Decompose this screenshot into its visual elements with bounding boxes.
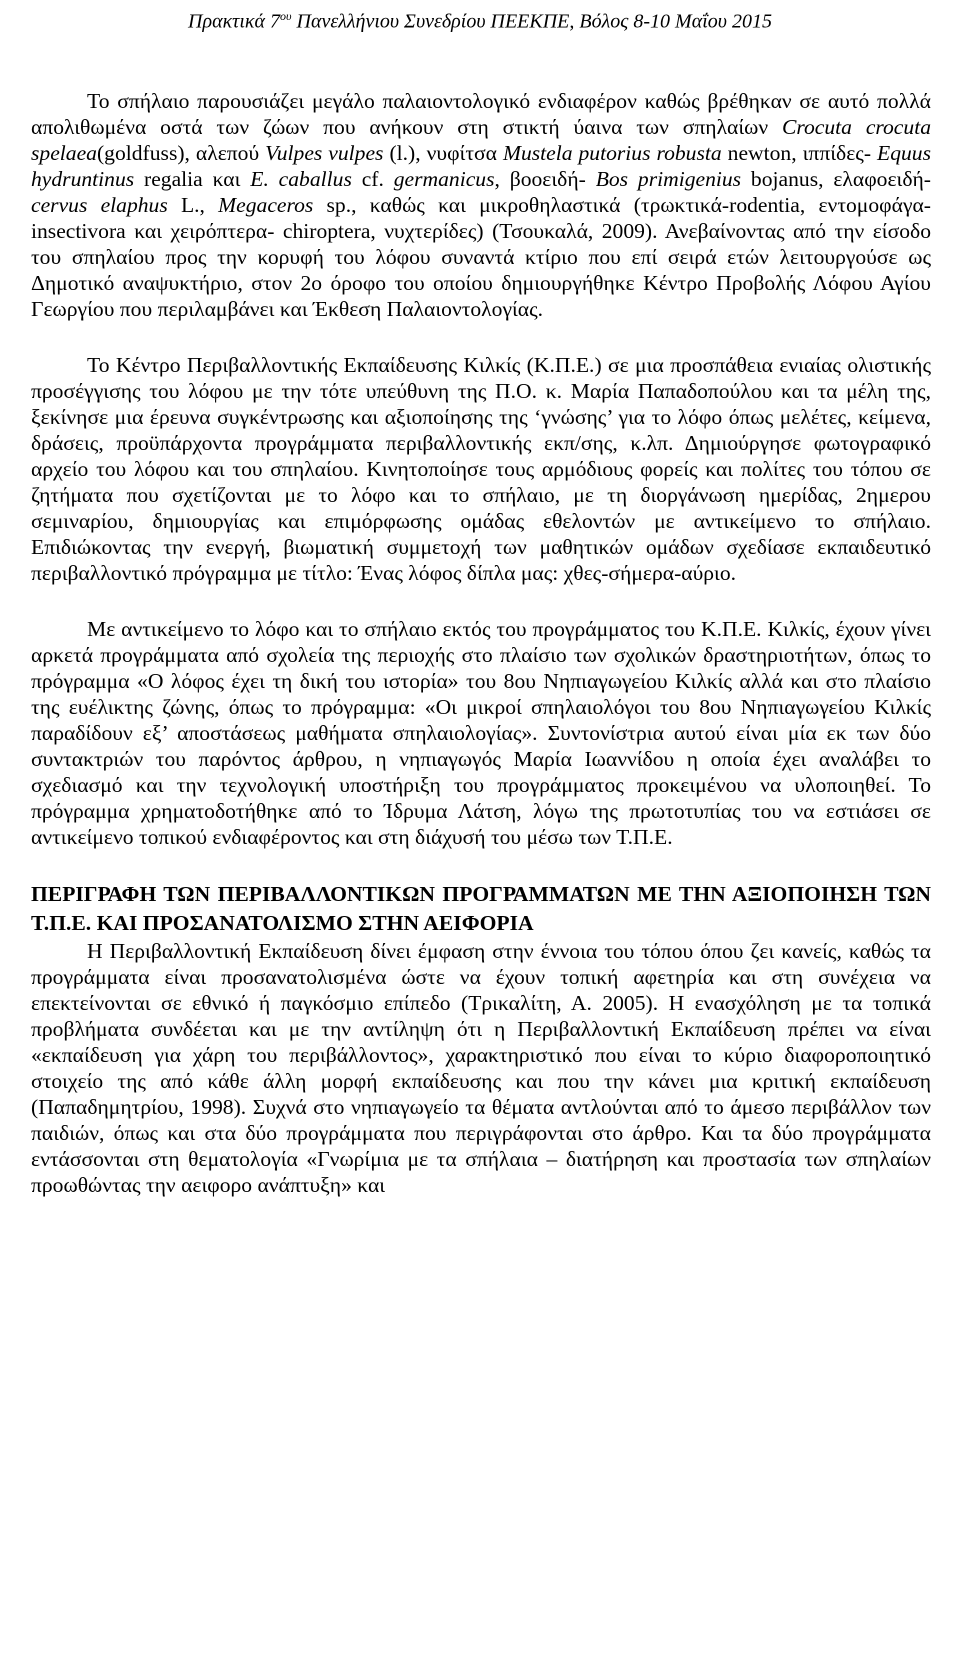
species-name: Bos primigenius	[595, 167, 742, 191]
section-heading: ΠΕΡΙΓΡΑΦΗ ΤΩΝ ΠΕΡΙΒΑΛΛΟΝΤΙΚΩΝ ΠΡΟΓΡΑΜΜΑΤΩΝ ΜΕ ΤΗΝ ΑΞΙΟΠΟΙΗΣΗ ΤΩΝ Τ.Π.Ε. ΚΑΙ ΠΡΟΣΑΝΑΤΟΛΙΣΜΟ ΣΤΗΝ ΑΕΙΦΟΡΙΑ	[31, 882, 931, 935]
species-name: germanicus	[393, 167, 495, 191]
paragraph-environmental-education: Η Περιβαλλοντική Εκπαίδευση δίνει έμφαση στην έννοια του τόπου όπου ζει κανείς, καθώς τα προγράμματα είναι προσανατολισμένα ώστε να έχουν τοπική αφετηρία και στη συνέχεια να επεκτείνονται σε εθνικό ή παγκόσμιο επίπεδο (Τρικαλίτη, Α. 2005). Η ενασχόληση με τα τοπικά προβλήματα συνδέεται και με την αντίληψη ότι η Περιβαλλοντική Εκπαίδευση πρέπει να είναι «εκπαίδευση για χάρη του περιβάλλοντος», χαρακτηριστικό που είναι το κύριο διαφοροποιητικό στοιχείο της από κάθε άλλη μορφή εκπαίδευσης και που την κάνει μια κριτική εκπαίδευση (Παπαδημητρίου, 1998). Συχνά στο νηπιαγωγείο τα θέματα αντλούνται από το άμεσο περιβάλλον των παιδιών, όπως και στα δύο προγράμματα που περιγράφονται στο άρθρο. Και τα δύο προγράμματα εντάσσονται στη θεματολογία «Γνωρίμια με τα σπήλαια – διατήρηση και προστασία των σπηλαίων προωθώντας την αειφορο ανάπτυξη» και	[31, 939, 931, 1197]
species-name: E. caballus	[250, 167, 352, 191]
header-superscript: ου	[279, 9, 292, 23]
header-prefix: Πρακτικά 7	[188, 10, 280, 33]
header-suffix: Πανελλήνιου Συνεδρίου ΠΕΕΚΠΕ, Βόλος 8-10 Μαΐου 2015	[291, 10, 772, 33]
species-name: Vulpes vulpes	[265, 141, 384, 165]
species-name: cervus elaphus	[31, 193, 168, 217]
paragraph-school-programs: Με αντικείμενο το λόφο και το σπήλαιο εκτός του προγράμματος του Κ.Π.Ε. Κιλκίς, έχουν γίνει αρκετά προγράμματα από σχολεία της περιοχής στο πλαίσιο των σχολικών δραστηριοτήτων, όπως το πρόγραμμα «Ο λόφος έχει τη δική του ιστορία» του 8ου Νηπιαγωγείου Κιλκίς αλλά και στο πλαίσιο της ευέλικτης ζώνης, όπως το πρόγραμμα: «Οι μικροί σπηλαιολόγοι του 8ου Νηπιαγωγείου Κιλκίς παραδίδουν εξ’ αποστάσεως μαθήματα σπηλαιολογίας». Συντονίστρια αυτού είναι μία εκ των δύο συντακτριών του παρόντος άρθρου, η νηπιαγωγός Μαρία Ιωαννίδου η οποία έχει αναλάβει το σχεδιασμό και την τεχνολογική υποστήριξη του προγράμματος προκειμένου να υλοποιηθεί. Το πρόγραμμα χρηματοδοτήθηκε από το Ίδρυμα Λάτση, λόγω της πρωτοτυπίας του να εστιάσει σε αντικείμενο τοπικού ενδιαφέροντος και στη διάχυσή του μέσω των Τ.Π.Ε.	[31, 617, 931, 849]
species-name: Megaceros	[218, 193, 314, 217]
paragraph-kpe-research: Το Κέντρο Περιβαλλοντικής Εκπαίδευσης Κιλκίς (Κ.Π.Ε.) σε μια προσπάθεια ενιαίας ολιστικής προσέγγισης του λόφου με την τότε υπεύθυνη της Π.Ο. κ. Μαρία Παπαδοπούλου και τα μέλη της, ξεκίνησε μια έρευνα συγκέντρωσης και αξιοποίησης της ‘γνώσης’ για το λόφο όπως μελέτες, κείμενα, δράσεις, προϋπάρχοντα προγράμματα περιβαλλοντικής εκπ/σης, κ.λπ. Δημιούργησε φωτογραφικό αρχείο του λόφου και του σπηλαίου. Κινητοποίησε τους αρμόδιους φορείς και πολίτες του τόπου σε ζητήματα που σχετίζονται με το λόφο και το σπήλαιο, με τη διοργάνωση ημερίδας, 2ημερου σεμιναρίου, δημιουργίας και επιμόρφωσης ομάδας εθελοντών με αντικείμενο το σπήλαιο. Επιδιώκοντας την ενεργή, βιωματική συμμετοχή των μαθητικών ομάδων σχεδίασε εκπαιδευτικό περιβαλλοντικό πρόγραμμα με τίτλο: Ένας λόφος δίπλα μας: χθες-σήμερα-αύριο.	[31, 353, 931, 585]
species-name: Crocuta crocuta spelaea	[31, 115, 931, 165]
species-name: Mustela putorius robusta	[502, 141, 722, 165]
body-text	[31, 88, 931, 1198]
running-header	[0, 4, 960, 34]
paragraph-cave-fossils: Το σπήλαιο παρουσιάζει μεγάλο παλαιοντολογικό ενδιαφέρον καθώς βρέθηκαν σε αυτό πολλά απολιθωμένα οστά των ζώων που ανήκουν στη στικτή ύαινα των σπηλαίων Crocuta crocuta spelaea(goldfuss), αλεπού Vulpes vulpes (l.), νυφίτσα Mustela putorius robusta newton, ιππίδες- Equus hydruntinus regalia και E. caballus cf. germanicus, βοοειδή- Bos primigenius bojanus, ελαφοειδή- cervus elaphus L., Megaceros sp., καθώς και μικροθηλαστικά (τρωκτικά-rodentia, εντομοφάγα-insectivora και χειρόπτερα- chiroptera, νυχτερίδες) (Τσουκαλά, 2009). Ανεβαίνοντας από την είσοδο του σπηλαίου προς την κορυφή του λόφου συναντά κτίριο που επί σειρά ετών λειτουργούσε ως Δημοτικό αναψυκτήριο, στον 2ο όροφο του οποίου δημιουργήθηκε Κέντρο Προβολής Λόφου Αγίου Γεωργίου που περιλαμβάνει και Έκθεση Παλαιοντολογίας.	[31, 89, 931, 321]
species-name: Equus hydruntinus	[31, 141, 931, 191]
